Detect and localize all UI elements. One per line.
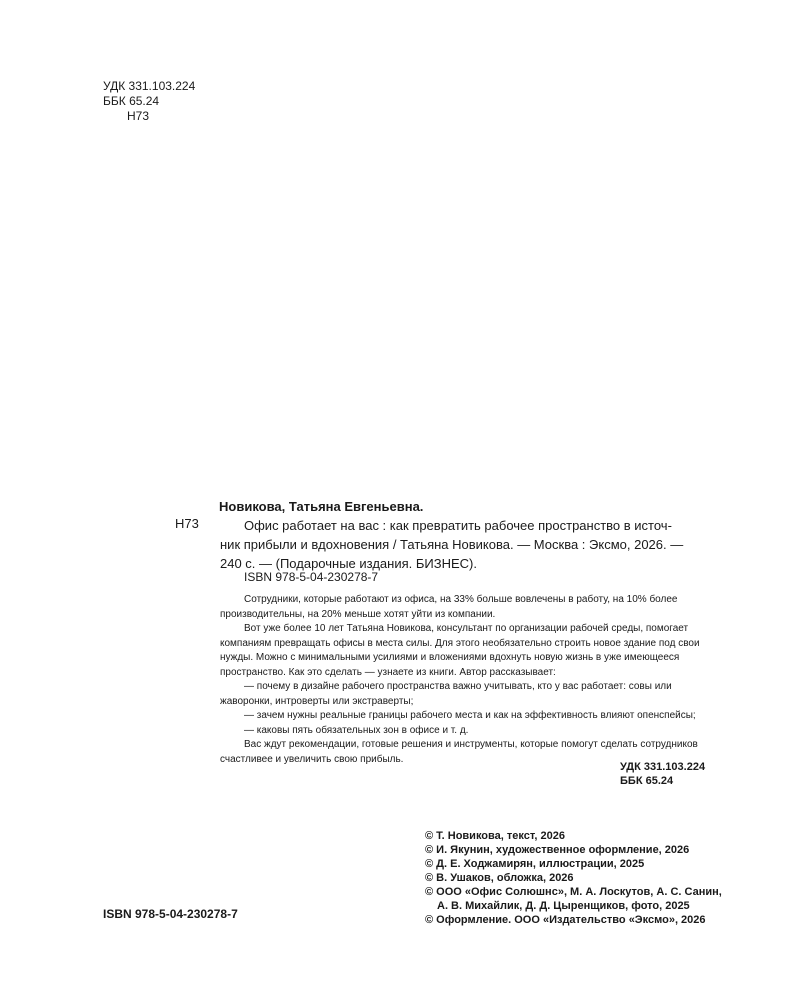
top-author-mark: Н73 bbox=[127, 109, 150, 123]
copyright-line: © И. Якунин, художественное оформление, 2026 bbox=[425, 844, 690, 856]
annotation bbox=[220, 593, 718, 767]
bibliographic-record bbox=[220, 516, 718, 573]
annotation-paragraph: — почему в дизайне рабочего пространства важно учитывать, кто у вас работает: совы или жаворонки, интроверты или экстраверты; bbox=[220, 681, 672, 707]
record-line-3: 240 с. — (Подарочные издания. БИЗНЕС). bbox=[220, 556, 477, 571]
annotation-paragraph: Сотрудники, которые работают из офиса, на 33% больше вовлечены в работу, на 10% более производительны, на 20% меньше хотят уйти из компании. bbox=[220, 594, 678, 620]
right-bbk: ББК 65.24 bbox=[620, 775, 674, 787]
copyright-line: © Оформление. ООО «Издательство «Эксмо», 2026 bbox=[425, 914, 706, 926]
copyright-line: © Д. Е. Ходжамирян, иллюстрации, 2025 bbox=[425, 858, 645, 870]
copyright-line: © Т. Новикова, текст, 2026 bbox=[425, 830, 565, 842]
record-author-mark: Н73 bbox=[175, 516, 199, 531]
top-udk: УДК 331.103.224 bbox=[103, 79, 196, 93]
right-udk: УДК 331.103.224 bbox=[620, 761, 706, 773]
right-classification-codes bbox=[620, 760, 705, 788]
top-bbk: ББК 65.24 bbox=[103, 94, 160, 108]
top-classification-codes bbox=[103, 79, 195, 124]
annotation-paragraph: Вот уже более 10 лет Татьяна Новикова, консультант по организации рабочей среды, помогает компаниям превращать офисы в места силы. Для этого необязательно строить новое здание под свои нужды. Можно с минимальными усилиями и вложениями вдохнуть новую жизнь в уже имеющееся пространство. Как это сделать — узнаете из книги. Автор рассказывает: bbox=[220, 623, 700, 678]
annotation-paragraph: — каковы пять обязательных зон в офисе и т. д. bbox=[244, 724, 469, 736]
bottom-isbn: ISBN 978-5-04-230278-7 bbox=[103, 907, 238, 921]
annotation-paragraph: Вас ждут рекомендации, готовые решения и инструменты, которые помогут сделать сотрудников счастливее и увеличить свою прибыль. bbox=[220, 739, 698, 765]
copyright-line: А. В. Михайлик, Д. Д. Цыренщиков, фото, 2025 bbox=[437, 900, 690, 912]
record-isbn: ISBN 978-5-04-230278-7 bbox=[244, 570, 379, 584]
record-line-2: ник прибыли и вдохновения / Татьяна Новикова. — Москва : Эксмо, 2026. — bbox=[220, 537, 684, 552]
copyright-line: © ООО «Офис Солюшнс», М. А. Лоскутов, А. С. Санин, bbox=[425, 886, 722, 898]
annotation-paragraph: — зачем нужны реальные границы рабочего места и как на эффективность влияют опенспейсы; bbox=[244, 710, 696, 721]
copyright-line: © В. Ушаков, обложка, 2026 bbox=[425, 872, 574, 884]
record-line-1: Офис работает на вас : как превратить рабочее пространство в источ- bbox=[244, 518, 672, 533]
record-author: Новикова, Татьяна Евгеньевна. bbox=[219, 499, 424, 514]
copyright-block bbox=[425, 829, 722, 927]
